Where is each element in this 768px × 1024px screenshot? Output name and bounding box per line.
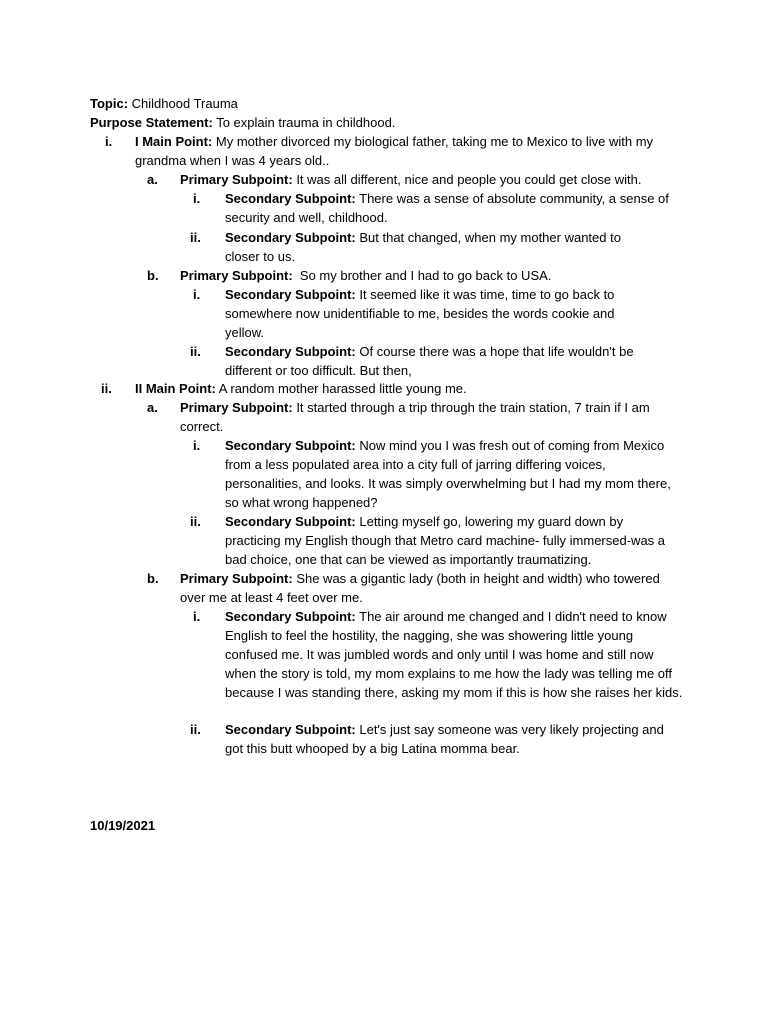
main-point-1-text: My mother divorced my biological father, taking me to Mexico to live with my grandma when I was 4 years old..	[135, 134, 654, 168]
secondary-subpoint-2bii-text: Let's just say someone was very likely projecting and got this butt whooped by a big Latina momma bear.	[225, 722, 664, 756]
primary-subpoint-2a-label: Primary Subpoint:	[180, 400, 293, 415]
secondary-subpoint-1bi	[225, 285, 655, 342]
secondary-subpoint-2bii-label: Secondary Subpoint:	[225, 722, 356, 737]
primary-subpoint-2b-label: Primary Subpoint:	[180, 571, 293, 586]
primary-subpoint-1a-text: It was all different, nice and people you could get close with.	[296, 172, 642, 187]
secondary-subpoint-1bii-label: Secondary Subpoint:	[225, 344, 356, 359]
primary-subpoint-1b	[180, 266, 680, 285]
secondary-subpoint-2bii	[225, 720, 665, 758]
secondary-subpoint-1aii	[225, 228, 655, 266]
secondary-subpoint-2ai	[225, 436, 677, 512]
secondary-subpoint-1bi-text: It seemed like it was time, time to go back to somewhere now unidentifiable to me, besides the words cookie and yellow.	[225, 287, 615, 340]
secondary-subpoint-1bi-marker: i.	[193, 287, 201, 302]
secondary-subpoint-1aii-label: Secondary Subpoint:	[225, 230, 356, 245]
topic-label: Topic:	[90, 96, 129, 111]
primary-subpoint-1b-label: Primary Subpoint:	[180, 268, 293, 283]
main-point-1-label: I Main Point:	[135, 134, 213, 149]
primary-subpoint-2b-text: She was a gigantic lady (both in height and width) who towered over me at least 4 feet over me.	[180, 571, 660, 605]
primary-subpoint-2b-marker: b.	[147, 571, 159, 586]
secondary-subpoint-2aii-marker: ii.	[190, 514, 201, 529]
main-point-1-marker: i.	[105, 134, 113, 149]
main-point-2-marker: ii.	[101, 381, 112, 396]
secondary-subpoint-1ai-label: Secondary Subpoint:	[225, 191, 356, 206]
secondary-subpoint-2aii-text: Letting myself go, lowering my guard down by practicing my English though that Metro card machine- fully immersed-was a bad choice, one that can be viewed as importantly traumatizing.	[225, 514, 666, 567]
secondary-subpoint-2aii	[225, 512, 665, 569]
primary-subpoint-1a	[180, 170, 680, 189]
secondary-subpoint-1aii-marker: ii.	[190, 230, 201, 245]
secondary-subpoint-1bii	[225, 342, 665, 380]
purpose-label: Purpose Statement:	[90, 115, 213, 130]
main-point-2-label: II Main Point:	[135, 381, 216, 396]
primary-subpoint-1b-marker: b.	[147, 268, 159, 283]
primary-subpoint-2a-marker: a.	[147, 400, 158, 415]
primary-subpoint-1a-marker: a.	[147, 172, 158, 187]
secondary-subpoint-2ai-label: Secondary Subpoint:	[225, 438, 356, 453]
secondary-subpoint-1ai-marker: i.	[193, 191, 201, 206]
primary-subpoint-2b	[180, 569, 665, 607]
secondary-subpoint-2bi-marker: i.	[193, 609, 201, 624]
secondary-subpoint-2aii-label: Secondary Subpoint:	[225, 514, 356, 529]
secondary-subpoint-2bii-marker: ii.	[190, 722, 201, 737]
secondary-subpoint-1bii-marker: ii.	[190, 344, 201, 359]
primary-subpoint-2a-text: It started through a trip through the train station, 7 train if I am correct.	[180, 400, 650, 434]
purpose-value: To explain trauma in childhood.	[216, 115, 396, 130]
secondary-subpoint-2bi-text: The air around me changed and I didn't need to know English to feel the hostility, the nagging, she was showering little young confused me. It was jumbled words and only until I was home and still now when the story is told, my mom explains to me how the lady was telling me off because I was standing there, asking my mom if this is how she raises her kids.	[225, 609, 683, 700]
primary-subpoint-2a	[180, 398, 665, 436]
main-point-1	[135, 132, 680, 170]
main-point-2	[135, 379, 680, 398]
secondary-subpoint-1aii-text: But that changed, when my mother wanted to closer to us.	[225, 230, 621, 264]
secondary-subpoint-1bii-text: Of course there was a hope that life wouldn't be different or too difficult. But then,	[225, 344, 634, 378]
purpose-line	[90, 113, 395, 132]
primary-subpoint-1a-label: Primary Subpoint:	[180, 172, 293, 187]
secondary-subpoint-2ai-marker: i.	[193, 438, 201, 453]
primary-subpoint-1b-text: So my brother and I had to go back to USA.	[296, 268, 552, 283]
secondary-subpoint-2bi-label: Secondary Subpoint:	[225, 609, 356, 624]
secondary-subpoint-1ai	[225, 189, 673, 227]
secondary-subpoint-2ai-text: Now mind you I was fresh out of coming from Mexico from a less populated area into a city full of jarring differing voices, personalities, and looks. It was simply overwhelming but I had my mom there, so what wrong happened?	[225, 438, 671, 510]
secondary-subpoint-2bi	[225, 607, 683, 702]
document-date: 10/19/2021	[90, 818, 156, 833]
main-point-2-text: A random mother harassed little young me.	[218, 381, 467, 396]
topic-value: Childhood Trauma	[131, 96, 238, 111]
secondary-subpoint-1ai-text: There was a sense of absolute community, a sense of security and well, childhood.	[225, 191, 669, 225]
topic-line	[90, 94, 238, 113]
secondary-subpoint-1bi-label: Secondary Subpoint:	[225, 287, 356, 302]
